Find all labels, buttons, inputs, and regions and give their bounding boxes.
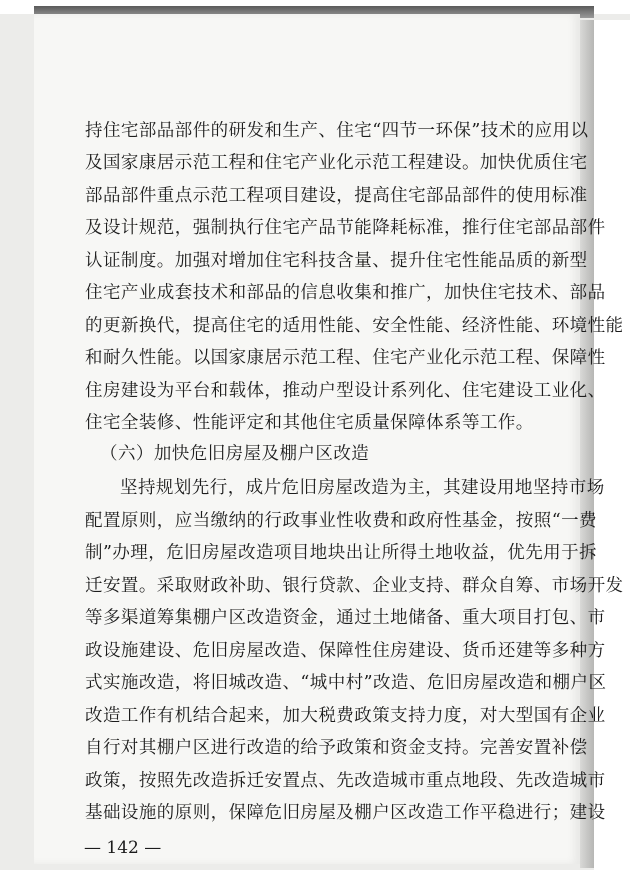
text-line: 配置原则，应当缴纳的行政事业性收费和政府性基金，按照“一费 bbox=[85, 511, 597, 531]
text-line: 等多渠道筹集棚户区改造资金，通过土地储备、重大项目打包、市 bbox=[85, 608, 606, 628]
text-line: 认证制度。加强对增加住宅科技含量、提升住宅性能品质的新型 bbox=[85, 251, 588, 271]
text-line: 政策，按照先改造拆迁安置点、先改造城市重点地段、先改造城市 bbox=[85, 771, 606, 791]
text-line: 式实施改造，将旧城改造、“城中村”改造、危旧房屋改造和棚户区 bbox=[85, 673, 607, 693]
scan-right-margin bbox=[594, 20, 630, 870]
text-line: 住宅全装修、性能评定和其他住宅质量保障体系等工作。 bbox=[85, 413, 534, 433]
text-line: 基础设施的原则，保障危旧房屋及棚户区改造工作平稳进行；建设 bbox=[85, 803, 606, 823]
text-line: 住宅产业成套技术和部品的信息收集和推广，加快住宅技术、部品 bbox=[85, 283, 606, 303]
page-number: — 142 — bbox=[84, 838, 162, 858]
text-line: 住房建设为平台和载体，推动户型设计系列化、住宅建设工业化、 bbox=[85, 381, 606, 401]
text-line: 政设施建设、危旧房屋改造、保障性住房建设、货币还建等多种方 bbox=[85, 641, 606, 661]
text-line: 及国家康居示范工程和住宅产业化示范工程建设。加快优质住宅 bbox=[85, 153, 588, 173]
text-line: 及设计规范，强制执行住宅产品节能降耗标准，推行住宅部品部件 bbox=[85, 218, 606, 238]
section-heading: （六）加快危旧房屋及棚户区改造 bbox=[100, 444, 370, 464]
text-line: 持住宅部品部件的研发和生产、住宅“四节一环保”技术的应用以 bbox=[85, 121, 589, 141]
text-line: 的更新换代，提高住宅的适用性能、安全性能、经济性能、环境性能 bbox=[85, 316, 624, 336]
text-line: 迁安置。采取财政补助、银行贷款、企业支持、群众自筹、市场开发 bbox=[85, 576, 624, 596]
text-line: 自行对其棚户区进行改造的给予政策和资金支持。完善安置补偿 bbox=[85, 738, 588, 758]
paragraph-first-line: 坚持规划先行，成片危旧房屋改造为主，其建设用地坚持市场 bbox=[120, 478, 605, 498]
book-page bbox=[34, 14, 580, 864]
text-line: 改造工作有机结合起来，加大税费政策支持力度，对大型国有企业 bbox=[85, 706, 606, 726]
text-line: 制”办理，危旧房屋改造项目地块出让所得土地收益，优先用于拆 bbox=[85, 543, 597, 563]
text-line: 部品部件重点示范工程项目建设，提高住宅部品部件的使用标准 bbox=[85, 186, 588, 206]
text-line: 和耐久性能。以国家康居示范工程、住宅产业化示范工程、保障性 bbox=[85, 348, 606, 368]
